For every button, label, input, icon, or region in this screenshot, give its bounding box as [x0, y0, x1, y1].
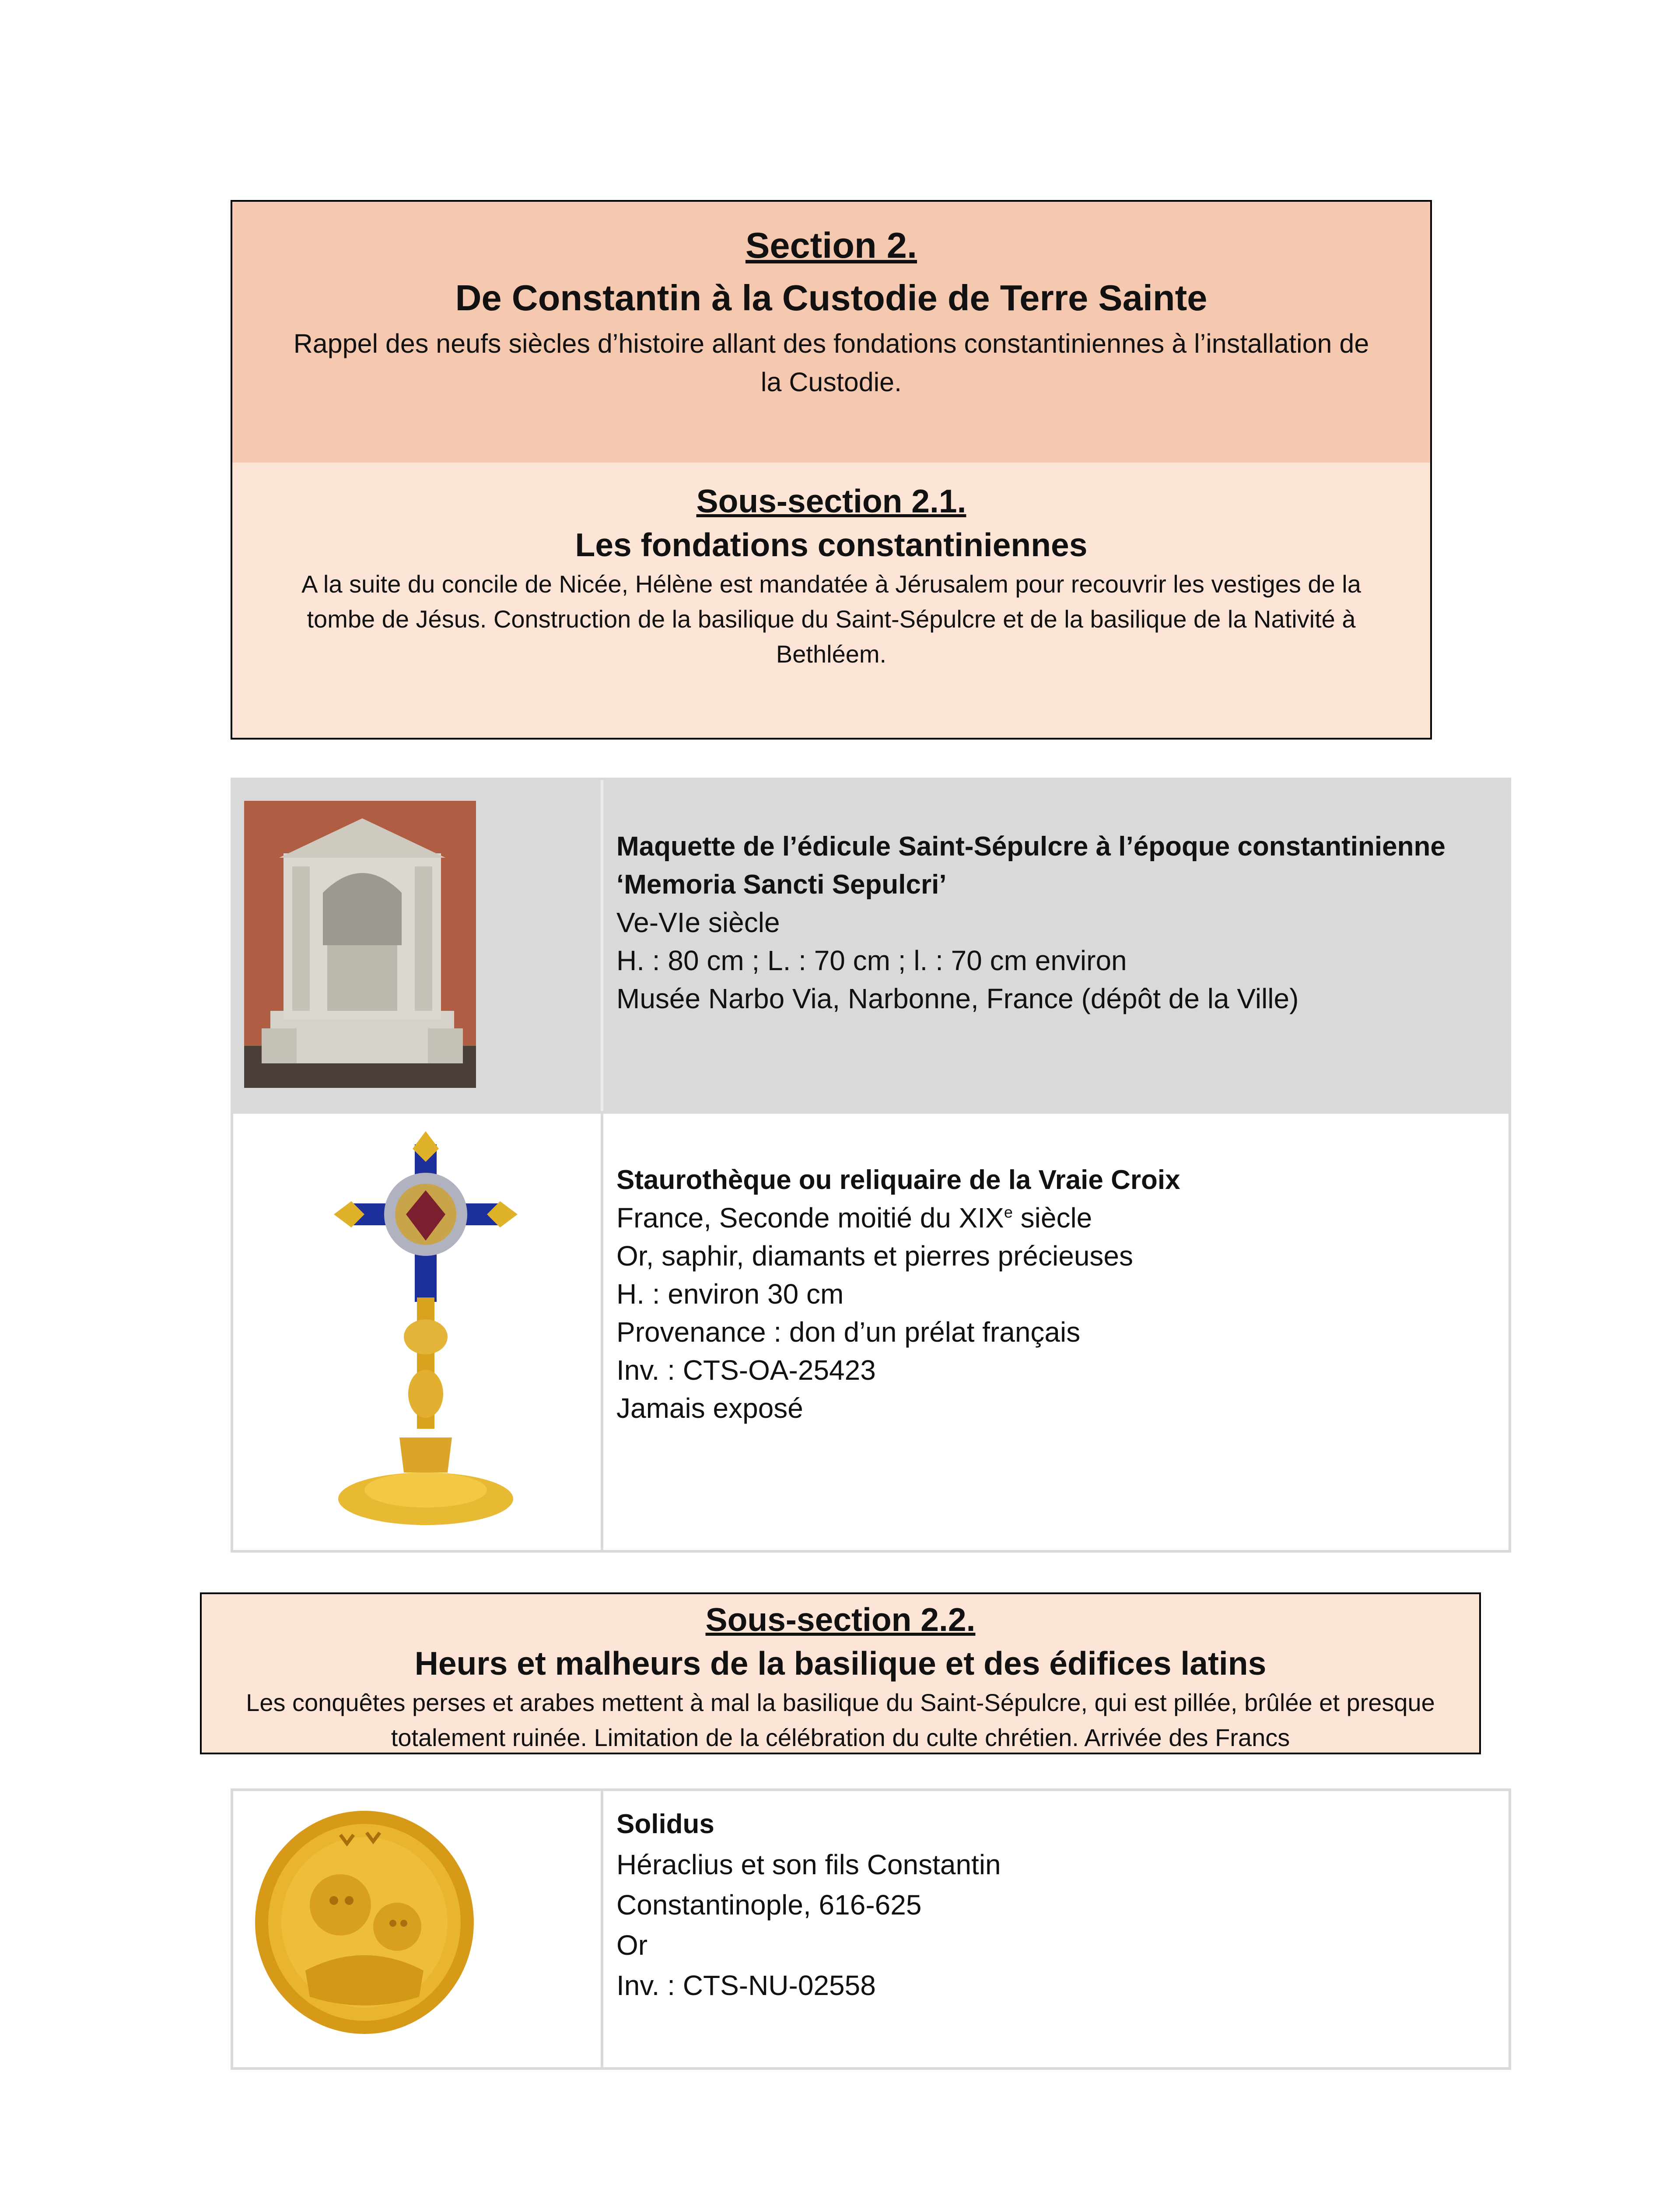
object-2-title: Staurothèque ou reliquaire de la Vraie Croix: [616, 1165, 1180, 1195]
object-row-1: [233, 780, 1508, 1114]
object-3-title: Solidus: [616, 1809, 714, 1839]
object-table-2: [231, 1788, 1511, 2070]
object-2-exhibition: Jamais exposé: [616, 1392, 803, 1424]
edicule-model-photo-icon: [244, 801, 476, 1088]
object-2-material: Or, saphir, diamants et pierres précieuses: [616, 1240, 1133, 1272]
object-3-material: Or: [616, 1929, 648, 1961]
object-1-image-cell: [233, 780, 603, 1111]
subsection-2-1-desc-line2: tombe de Jésus. Construction de la basilique du Saint-Sépulcre et de la basilique de la Nativité à: [307, 605, 1356, 633]
subsection-2-1-title: Sous-section 2.1.: [696, 483, 966, 519]
section-desc-line2: la Custodie.: [760, 367, 902, 397]
object-row-2: [233, 1114, 1508, 1550]
object-1-location: Musée Narbo Via, Narbonne, France (dépôt de la Ville): [616, 983, 1299, 1014]
section-2-box: [231, 200, 1432, 740]
subsection-2-2: [200, 1592, 1481, 1754]
subsection-2-2-desc-line2: totalement ruinée. Limitation de la célébration du culte chrétien. Arrivée des Francs: [391, 1724, 1290, 1751]
subsection-2-1-subtitle: Les fondations constantiniennes: [575, 526, 1088, 563]
object-2-date: France, Seconde moitié du XIXe siècle: [616, 1202, 1092, 1234]
object-2-provenance: Provenance : don d’un prélat français: [616, 1316, 1081, 1348]
object-1-title-line2: ‘Memoria Sancti Sepulcri’: [616, 870, 947, 900]
object-3-text-cell: [603, 1791, 1508, 2067]
gold-solidus-coin-photo-icon: [253, 1809, 476, 2036]
subsection-2-1-desc-line1: A la suite du concile de Nicée, Hélène est mandatée à Jérusalem pour recouvrir les vestiges de la: [301, 570, 1361, 598]
subsection-2-1: [232, 463, 1430, 738]
object-2-inventory: Inv. : CTS-OA-25423: [616, 1354, 876, 1386]
subsection-2-1-desc-line3: Bethléem.: [776, 640, 887, 668]
object-3-place-date: Constantinople, 616-625: [616, 1889, 922, 1921]
object-2-dimensions: H. : environ 30 cm: [616, 1278, 844, 1310]
object-2-text-cell: [603, 1114, 1508, 1550]
object-1-date: Ve-VIe siècle: [616, 907, 780, 938]
object-1-dimensions: H. : 80 cm ; L. : 70 cm ; l. : 70 cm environ: [616, 945, 1127, 976]
object-row-3: [233, 1791, 1508, 2067]
object-3-image-cell: [233, 1791, 603, 2067]
object-1-title-line1: Maquette de l’édicule Saint-Sépulcre à l’époque constantinienne: [616, 831, 1446, 862]
reliquary-cross-photo-icon: [334, 1131, 518, 1534]
object-2-image-cell: [233, 1114, 603, 1550]
object-1-text-cell: [603, 780, 1508, 1111]
section-subtitle: De Constantin à la Custodie de Terre Sainte: [455, 277, 1208, 318]
subsection-2-2-title: Sous-section 2.2.: [705, 1601, 976, 1638]
object-table-1: [231, 778, 1511, 1553]
section-header: [232, 202, 1430, 464]
object-3-inventory: Inv. : CTS-NU-02558: [616, 1970, 876, 2001]
object-3-rulers: Héraclius et son fils Constantin: [616, 1849, 1001, 1880]
section-desc-line1: Rappel des neufs siècles d’histoire allant des fondations constantiniennes à l’installation de: [293, 329, 1369, 358]
section-title: Section 2.: [745, 225, 917, 266]
subsection-2-2-subtitle: Heurs et malheurs de la basilique et des édifices latins: [414, 1645, 1267, 1682]
subsection-2-2-desc-line1: Les conquêtes perses et arabes mettent à mal la basilique du Saint-Sépulcre, qui est pillée, brûlée et presque: [246, 1689, 1435, 1716]
